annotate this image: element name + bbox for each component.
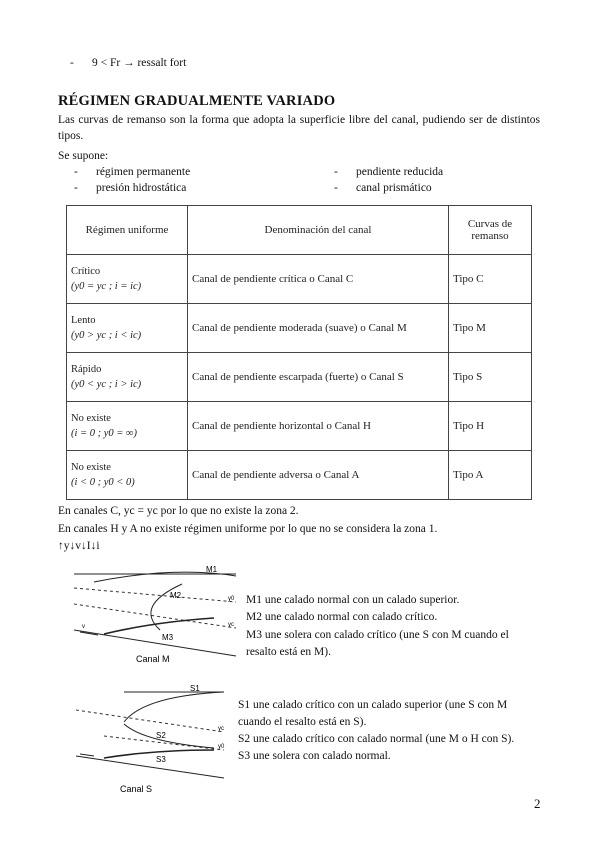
note-canal-c: En canales C, yc = yc por lo que no existe la zona 2.: [58, 505, 299, 517]
s1-description-cont: cuando el resalto está en S).: [238, 716, 367, 728]
cell-regimen: No existe: [71, 413, 111, 424]
assumption-item: - régimen permanente: [74, 166, 191, 178]
flow-arrow: [80, 754, 94, 756]
label-m1: M1: [206, 565, 218, 574]
label-s2: S2: [156, 731, 166, 740]
cell-regimen: No existe: [71, 462, 111, 473]
note-canal-h-a: En canales H y A no existe régimen uniforme por lo que no se considera la zona 1.: [58, 523, 438, 535]
top-item-text: 9 < Fr → ressalt fort: [92, 57, 187, 69]
cell-tipo: Tipo S: [449, 353, 532, 402]
label-yc: yc: [218, 726, 224, 732]
cell-regimen: Lento: [71, 315, 96, 326]
s2-curve: [124, 724, 214, 748]
table-row: [67, 353, 532, 402]
s1-description: S1 une calado crítico con un calado superior (une S con M: [238, 699, 508, 711]
cell-tipo: Tipo H: [449, 402, 532, 451]
canal-m-diagram: [64, 558, 244, 670]
cell-canal: Canal de pendiente crítica o Canal C: [188, 255, 449, 304]
channel-bed: [76, 756, 224, 778]
section-heading: RÉGIMEN GRADUALMENTE VARIADO: [58, 93, 336, 109]
header-curvas: Curvas de remanso: [449, 206, 532, 255]
label-yc: yc: [228, 622, 234, 628]
table-row: [67, 255, 532, 304]
cell-canal: Canal de pendiente escarpada (fuerte) o Canal S: [188, 353, 449, 402]
cell-condition: (y0 > yc ; i < ic): [71, 330, 142, 341]
intro-paragraph: Las curvas de remanso son la forma que adopta la superficie libre del canal, pudiendo ser de distintos tipos.: [58, 114, 540, 142]
cell-tipo: Tipo M: [449, 304, 532, 353]
arrows-relation: ↑y↓v↓I↓i: [58, 540, 100, 552]
assumption-item: - pendiente reducida: [334, 166, 444, 178]
caption-canal-m: Canal M: [136, 654, 170, 664]
table-row: [67, 304, 532, 353]
normal-depth-line: [74, 588, 236, 602]
label-m2: M2: [170, 591, 182, 600]
table-row: [67, 402, 532, 451]
channel-bed: [74, 630, 236, 656]
cell-regimen: Rápido: [71, 364, 102, 375]
cell-condition: (i < 0 ; y0 < 0): [71, 477, 135, 488]
s2-description: S2 une calado crítico con calado normal (une M o H con S).: [238, 733, 515, 745]
s1-curve: [124, 692, 224, 722]
caption-canal-s: Canal S: [120, 784, 153, 794]
assumption-item: - presión hidrostática: [74, 182, 187, 194]
canal-s-diagram: [64, 680, 234, 798]
cell-tipo: Tipo C: [449, 255, 532, 304]
assumption-item: - canal prismático: [334, 182, 432, 194]
m2-description: M2 une calado normal con calado crítico.: [246, 611, 438, 623]
page-number: 2: [534, 796, 541, 811]
label-s1: S1: [190, 684, 200, 693]
cell-condition: (y0 < yc ; i > ic): [71, 379, 142, 390]
label-s3: S3: [156, 755, 166, 764]
s3-description: S3 une solera con calado normal.: [238, 750, 391, 762]
cell-canal: Canal de pendiente moderada (suave) o Canal M: [188, 304, 449, 353]
m3-description: M3 une solera con calado crítico (une S con M cuando el: [246, 629, 509, 641]
critical-depth-line: [76, 710, 224, 732]
header-regimen: Régimen uniforme: [67, 206, 188, 255]
label-y0: y0: [228, 596, 235, 602]
cell-tipo: Tipo A: [449, 451, 532, 500]
cell-canal: Canal de pendiente horizontal o Canal H: [188, 402, 449, 451]
cell-regimen: Crítico: [71, 266, 101, 277]
m1-description: M1 une calado normal con un calado superior.: [246, 594, 460, 606]
top-list-item: - 9 < Fr → ressalt fort: [70, 57, 187, 69]
supone-label: Se supone:: [58, 150, 109, 162]
cell-condition: (y0 = yc ; i = ic): [71, 281, 142, 292]
cell-condition: (i = 0 ; y0 = ∞): [71, 428, 137, 439]
header-canal: Denominación del canal: [188, 206, 449, 255]
table-row: [67, 451, 532, 500]
m3-curve: [104, 618, 214, 634]
label-y0: y0: [218, 744, 225, 750]
m3-description-cont: resalto está en M).: [246, 646, 331, 658]
table-header-row: [67, 206, 532, 255]
regime-table: [66, 205, 532, 500]
label-m3: M3: [162, 633, 174, 642]
label-v: v: [82, 624, 85, 630]
cell-canal: Canal de pendiente adversa o Canal A: [188, 451, 449, 500]
